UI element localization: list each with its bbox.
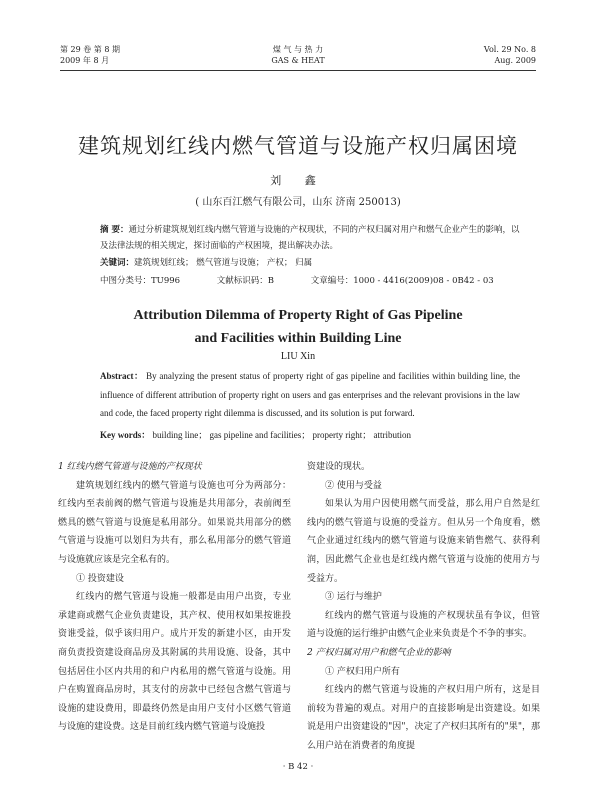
section-heading-2: 2 产权归属对用户和燃气企业的影响	[307, 647, 451, 658]
paragraph: 如果认为用户因使用燃气而受益，那么用户自然是红线内的燃气管道与设施的受益方。但从另一个角度看，燃气企业通过红线内的燃气管道与设施来销售燃气、获得利润，因此燃气企业也是红线内燃气管道与设施的使用方与受益方。	[307, 499, 540, 584]
keywords-en	[100, 428, 520, 441]
article-title-en	[0, 304, 596, 350]
paragraph: 红线内的燃气管道与设施一般都是由用户出资，专业承建商或燃气企业负责建设，其产权、使用权如果按谁投资谁受益，似乎该归用户。成片开发的新建小区，由开发商负责投资建设商品房及其附属的共用设施、设备，其中包括居住小区内共用的和户内私用的燃气管道与设施。用户在购置商品房时，其支付的房款中已经包含燃气管道与设施的建设费用，即最终仍然是由用户支付小区燃气管道与设施的建设费。这是目前红线内燃气管道与设施投	[58, 592, 291, 733]
abstract-en-label: Abstract：	[100, 371, 144, 381]
paragraph: 建筑规划红线内的燃气管道与设施也可分为两部分：红线内至表前阀的燃气管道与设施是共用部分，表前阀至燃具的燃气管道与设施是私用部分。如果说共用部分的燃气管道与设施可以划归为共有，那么私用部分的燃气管道与设施就应该是完全私有的。	[58, 480, 291, 565]
classification-line	[100, 274, 540, 286]
paragraph: 红线内的燃气管道与设施的产权归用户所有，这是目前较为普遍的观点。对用户的直接影响是出资建设。如果说是用户出资建设的"因"，决定了产权归其所有的"果"，那么用户站在消费者的角度提	[307, 685, 540, 751]
subheading-user-ownership: ① 产权归用户所有	[325, 666, 400, 677]
abstract-cn-text: 通过分析建筑规划红线内燃气管道与设施的产权现状，不同的产权归属对用户和燃气企业产生的影响，以及法律法规的相关规定，探讨面临的产权困境，提出解决办法。	[100, 225, 520, 251]
keywords-cn-label: 关键词：	[100, 258, 135, 268]
volume-issue-en: Vol. 29 No. 8	[483, 45, 536, 54]
keywords-en-label: Key words：	[100, 430, 151, 440]
date-cn: 2009 年 8 月	[60, 56, 110, 65]
subheading-operation: ③ 运行与维护	[325, 592, 382, 603]
section-heading-1: 1 红线内燃气管道与设施的产权现状	[58, 462, 202, 472]
body-column-right	[307, 458, 540, 756]
document-code: 文献标识码：B	[216, 276, 275, 286]
abstract-cn-label: 摘 要：	[100, 225, 129, 235]
subheading-use-benefit: ② 使用与受益	[325, 480, 382, 491]
paragraph-continued: 资建设的现状。	[307, 462, 371, 472]
title-en-line2: and Facilities within Building Line	[194, 331, 402, 346]
header-rule	[60, 70, 536, 71]
header-volume-en	[484, 44, 536, 66]
abstract-cn	[100, 222, 522, 254]
keywords-en-text: building line； gas pipeline and facilities； property right； attribution	[150, 430, 411, 440]
date-en: Aug. 2009	[494, 56, 536, 65]
paragraph: 红线内的燃气管道与设施的产权现状虽有争议，但管道与设施的运行维护由燃气企业来负责是个不争的事实。	[307, 610, 540, 640]
article-number: 文章编号：1000 - 4416(2009)08 - 0B42 - 03	[310, 276, 494, 286]
keywords-cn	[100, 256, 522, 268]
clc-number: 中图分类号：TU996	[100, 276, 181, 286]
title-en-line1: Attribution Dilemma of Property Right of Gas Pipeline	[133, 308, 463, 323]
abstract-en	[100, 367, 520, 423]
journal-name-en: GAS & HEAT	[271, 56, 325, 65]
page-number: · B 42 ·	[282, 762, 314, 772]
abstract-en-text: By analyzing the present status of property right of gas pipeline and facilities within building line, the influence of different attribution of property right on users and gas enterprises and the relevant provisions in the law and code, the faced property right dilemma is discussed, and its solution is put forward.	[100, 371, 520, 418]
body-column-left	[58, 458, 291, 737]
affiliation-cn: ( 山东百江燃气有限公司，山东 济南 250013)	[195, 197, 401, 208]
journal-name-cn: 煤 气 与 热 力	[272, 45, 324, 54]
subheading-investment: ① 投资建设	[76, 573, 124, 584]
author-cn: 刘 鑫	[270, 174, 326, 187]
author-en: LIU Xin	[280, 351, 316, 362]
article-title-cn: 建筑规划红线内燃气管道与设施产权归属困境	[78, 134, 518, 158]
volume-issue-cn: 第 29 卷 第 8 期	[60, 45, 120, 54]
keywords-cn-text: 建筑规划红线； 燃气管道与设施； 产权； 归属	[134, 258, 313, 268]
